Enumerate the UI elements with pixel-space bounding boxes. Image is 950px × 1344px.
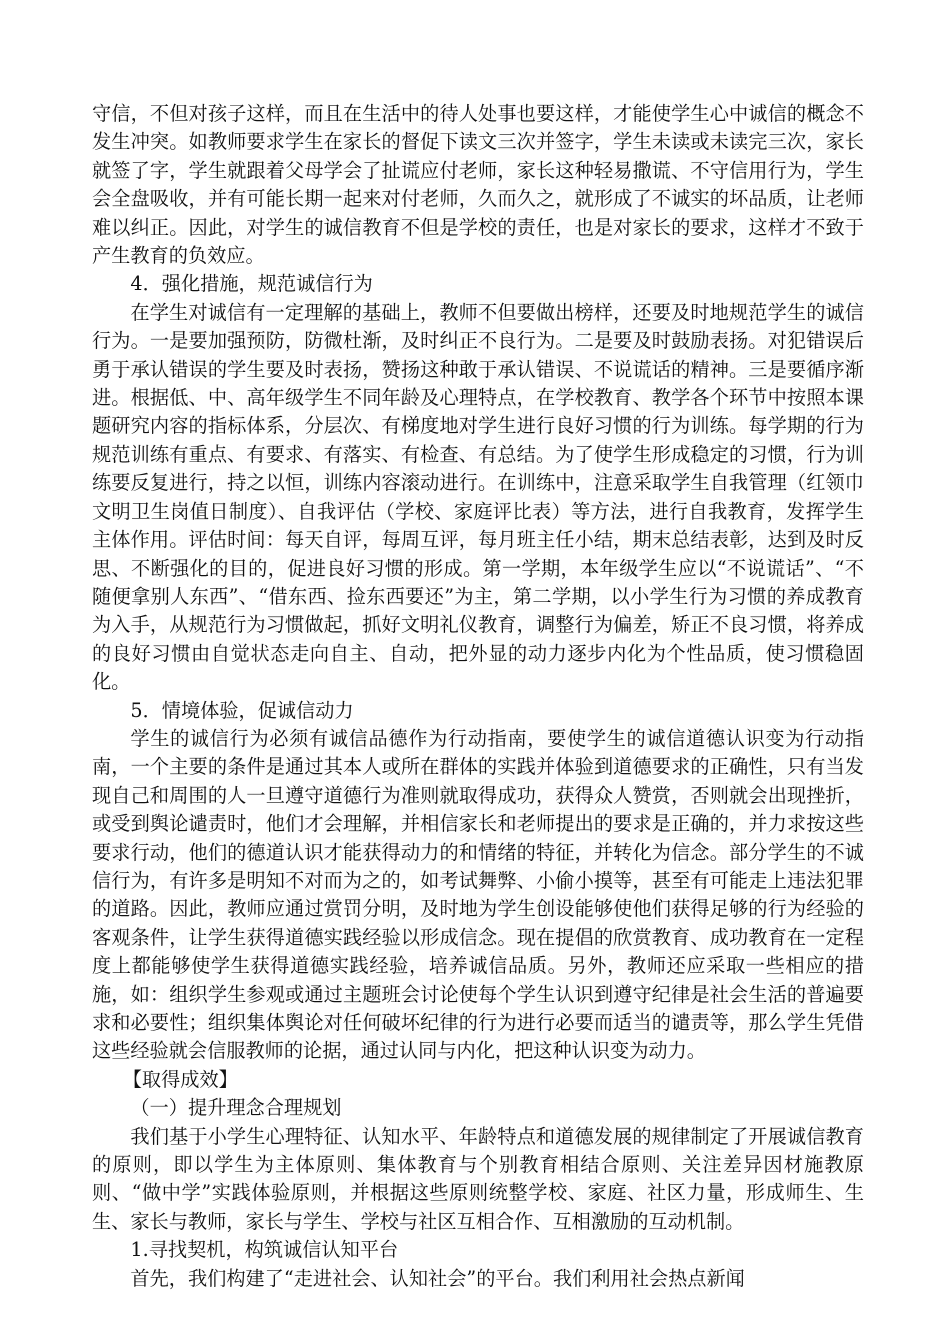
document-page <box>92 100 864 1293</box>
paragraph-honesty-parents: 守信，不但对孩子这样，而且在生活中的待人处事也要这样，才能使学生心中诚信的概念不发生冲突。如教师要求学生在家长的督促下读文三次并签字，学生未读或未读完三次，家长就签了字，学生就跟着父母学会了扯谎应付老师，家长这种轻易撒谎、不守信用行为，学生会全盘吸收，并有可能长期一起来对付老师，久而久之，就形成了不诚实的坏品质，让老师难以纠正。因此，对学生的诚信教育不但是学校的责任，也是对家长的要求，这样才不致于产生教育的负效应。 <box>92 102 864 268</box>
heading-find-opportunity: 1.寻找契机，构筑诚信认知平台 <box>130 1238 399 1262</box>
heading-results: 【取得成效】 <box>122 1067 238 1091</box>
heading-improve-concept: （一）提升理念合理规划 <box>130 1096 342 1120</box>
paragraph-principles: 我们基于小学生心理特征、认知水平、年龄特点和道德发展的规律制定了开展诚信教育的原则，即以学生为主体原则、集体教育与个别教育相结合原则、关注差异因材施教原则、“做中学”实践体验原则，并根据这些原则统整学校、家庭、社区力量，形成师生、生生、家长与教师，家长与学生、学校与社区互相合作、互相激励的互动机制。 <box>92 1124 864 1233</box>
paragraph-platform: 首先，我们构建了“走进社会、认知社会”的平台。我们利用社会热点新闻 <box>130 1266 745 1290</box>
paragraph-regulate-behavior: 在学生对诚信有一定理解的基础上，教师不但要做出榜样，还要及时地规范学生的诚信行为。一是要加强预防，防微杜渐，及时纠正不良行为。二是要及时鼓励表扬。对犯错误后勇于承认错误的学生要及时表扬，赞扬这种敢于承认错误、不说谎话的精神。三是要循序渐进。根据低、中、高年级学生不同年龄及心理特点，在学校教育、教学各个环节中按照本课题研究内容的指标体系，分层次、有梯度地对学生进行良好习惯的行为训练。每学期的行为规范训练有重点、有要求、有落实、有检查、有总结。为了使学生形成稳定的习惯，行为训练要反复进行，持之以恒，训练内容滚动进行。在训练中，注意采取学生自我管理（红领巾文明卫生岗值日制度）、自我评估（学校、家庭评比表）等方法，进行自我教育，发挥学生主体作用。评估时间：每天自评，每周互评，每月班主任小结，期末总结表彰，达到及时反思、不断强化的目的，促进良好习惯的形成。第一学期，本年级学生应以“不说谎话”、“不随便拿别人东西”、“借东西、捡东西要还”为主，第二学期，以小学生行为习惯的养成教育为入手，从规范行为习惯做起，抓好文明礼仪教育，调整行为偏差，矫正不良习惯，将养成的良好习惯由自觉状态走向自主、自动，把外显的动力逐步内化为个性品质，使习惯稳固化。 <box>92 300 864 694</box>
heading-situational-experience: 5．情境体验，促诚信动力 <box>130 698 354 722</box>
paragraph-motivation: 学生的诚信行为必须有诚信品德作为行动指南，要使学生的诚信道德认识变为行动指南，一个主要的条件是通过其本人或所在群体的实践并体验到道德要求的正确性，只有当发现自己和周围的人一旦遵守道德行为准则就取得成功，获得众人赞赏，否则就会出现挫折，或受到舆论谴责时，他们才会理解，并相信家长和老师提出的要求是正确的，并力求按这些要求行动，他们的德道认识才能获得动力的和情绪的特征，并转化为信念。部分学生的不诚信行为，有许多是明知不对而为之的，如考试舞弊、小偷小摸等，甚至有可能走上违法犯罪的道路。因此，教师应通过赏罚分明，及时地为学生创设能够使他们获得足够的行为经验的客观条件，让学生获得道德实践经验以形成信念。现在提倡的欣赏教育、成功教育在一定程度上都能够使学生获得道德实践经验，培养诚信品质。另外，教师还应采取一些相应的措施，如：组织学生参观或通过主题班会讨论使每个学生认识到遵守纪律是社会生活的普遍要求和必要性；组织集体舆论对任何破坏纪律的行为进行必要而适当的谴责等，那么学生凭借这些经验就会信服教师的论据，通过认同与内化，把这种认识变为动力。 <box>92 726 864 1063</box>
heading-strengthen-measures: 4．强化措施，规范诚信行为 <box>130 272 373 296</box>
